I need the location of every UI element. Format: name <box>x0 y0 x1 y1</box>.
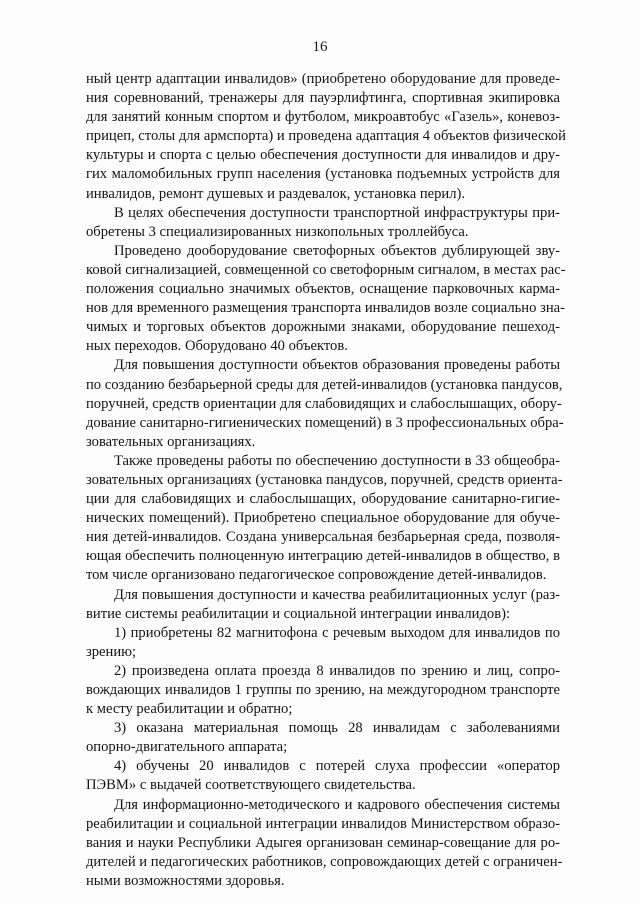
text-line: зрению; <box>86 643 137 660</box>
text-line: ных переходов. Оборудовано 40 объектов. <box>86 338 348 355</box>
text-line: ный центр адаптации инвалидов» (приобретено оборудование для проведе- <box>86 71 560 87</box>
text-line: вания и науки Республики Адыгея организован семинар-совещание для ро- <box>86 834 560 851</box>
text-line: по созданию безбарьерной среды для детей-инвалидов (установка пандусов, <box>86 376 563 393</box>
paragraph <box>86 242 566 357</box>
text-line: нических помещений). Приобретено специальное оборудование для обуче- <box>86 510 560 527</box>
paragraph <box>86 757 560 795</box>
paragraph <box>86 662 560 719</box>
paragraph <box>86 356 564 451</box>
text-line: ными возможностями здоровья. <box>86 872 285 889</box>
paragraph <box>86 796 563 891</box>
paragraph <box>86 452 563 586</box>
text-line: Проведено дооборудование светофорных объектов дублирующей зву- <box>114 242 560 259</box>
text-line: 3) оказана материальная помощь 28 инвалидам с заболеваниями <box>114 720 560 737</box>
paragraph <box>86 70 566 204</box>
text-line: 1) приобретены 82 магнитофона с речевым выходом для инвалидов по <box>114 624 560 641</box>
text-line: прицеп, столы для армспорта) и проведена адаптация 4 объектов физической <box>86 128 566 145</box>
text-line: нов для временного размещения транспорта инвалидов возле социально зна- <box>86 300 565 317</box>
text-line: опорно-двигательного аппарата; <box>86 739 288 756</box>
paragraph <box>86 624 560 662</box>
text-line: 2) произведена оплата проезда 8 инвалидов по зрению и лиц, сопро- <box>114 662 560 679</box>
text-line: ПЭВМ» с выдачей соответствующего свидетельства. <box>86 777 416 794</box>
text-line: зовательных организациях (установка пандусов, поручней, средств ориента- <box>86 471 563 488</box>
text-line: Для повышения доступности и качества реабилитационных услуг (раз- <box>114 586 560 603</box>
page-number: 16 <box>312 39 328 55</box>
document-body <box>86 70 566 891</box>
text-line: поручней, средств ориентации для слабовидящих и слабослышащих, обору- <box>86 395 562 412</box>
text-line: реабилитации и социальной интеграции инвалидов Министерством образо- <box>86 815 560 832</box>
text-line: Также проведены работы по обеспечению доступности в 33 общеобра- <box>114 452 560 469</box>
text-line: 4) обучены 20 инвалидов с потерей слуха профессии «оператор <box>114 758 560 775</box>
text-line: положения социально значимых объектов, оснащение парковочных карма- <box>86 281 560 298</box>
text-line: к месту реабилитации и обратно; <box>86 701 293 718</box>
paragraph <box>86 719 560 757</box>
text-line: Для информационно-методического и кадрового обеспечения системы <box>114 796 560 813</box>
text-line: инвалидов, ремонт душевых и раздевалок, установка перил). <box>86 185 466 202</box>
text-line: ющая обеспечить полноценную интеграцию детей-инвалидов в общество, в <box>86 548 560 565</box>
text-line: культуры и спорта с целью обеспечения доступности для инвалидов и дру- <box>86 147 560 164</box>
text-line: том числе организовано педагогическое сопровождение детей-инвалидов. <box>86 567 547 584</box>
text-line: ния детей-инвалидов. Создана универсальная безбарьерная среда, позволя- <box>86 529 560 546</box>
text-line: зовательных организациях. <box>86 433 256 450</box>
text-line: вождающих инвалидов 1 группы по зрению, на междугородном транспорте <box>86 682 560 698</box>
text-line: для занятий конным спортом и футболом, микроавтобус «Газель», коневоз- <box>86 109 560 126</box>
text-line: ции для слабовидящих и слабослышащих, оборудование санитарно-гигие- <box>86 491 560 508</box>
text-line: чимых и торговых объектов дорожными знаками, оборудование пешеход- <box>86 319 560 336</box>
text-line: гих маломобильных групп населения (установка подъемных устройств для <box>86 166 560 183</box>
text-line: Для повышения доступности объектов образования проведены работы <box>114 357 560 374</box>
text-line: дителей и педагогических работников, сопровождающих детей с ограничен- <box>86 853 563 870</box>
text-line: ковой сигнализацией, совмещенной со светофорным сигналом, в местах рас- <box>86 261 566 278</box>
text-line: дование санитарно-гигиенических помещений) в 3 профессиональных обра- <box>86 414 564 431</box>
text-line: витие системы реабилитации и социальной интеграции инвалидов): <box>86 605 511 622</box>
text-line: ния соревнований, тренажеры для пауэрлифтинга, спортивная экипировка <box>86 90 560 107</box>
paragraph <box>86 586 560 624</box>
paragraph <box>86 204 560 242</box>
text-line: обретены 3 специализированных низкопольных троллейбуса. <box>86 223 469 240</box>
text-line: В целях обеспечения доступности транспортной инфраструктуры при- <box>114 204 560 221</box>
